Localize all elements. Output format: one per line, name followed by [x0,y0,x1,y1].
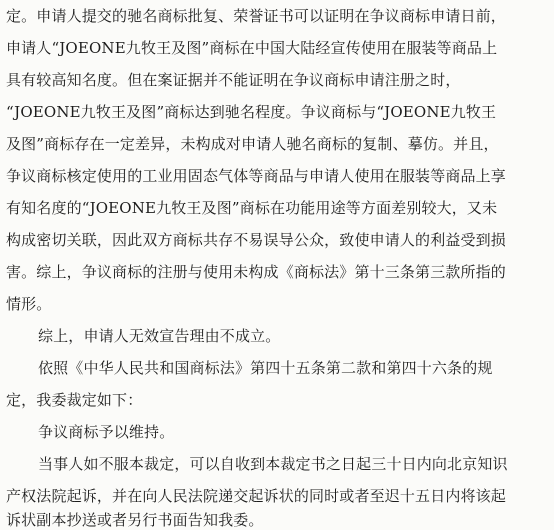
text-line: 具有较高知名度。但在案证据并不能证明在争议商标申请注册之时， [6,71,461,89]
text-line: 害。综上，争议商标的注册与使用未构成《商标法》第十三条第三款所指的 [6,263,506,281]
text-line: 产权法院起诉，并在向人民法院递交起诉状的同时或者至迟十五日内将该起 [6,487,506,505]
text-line: 综上，申请人无效宣告理由不成立。 [38,327,281,345]
text-line: 定，我委裁定如下： [6,391,143,409]
text-line: 有知名度的“JOEONE九牧王及图”商标在功能用途等方面差别较大，又未 [6,199,498,217]
text-line: 构成密切关联，因此双方商标共存不易误导公众，致使申请人的利益受到损 [6,231,506,249]
text-line: “JOEONE九牧王及图”商标达到驰名程度。争议商标与“JOEONE九牧王 [6,103,497,121]
text-line: 争议商标予以维持。 [38,423,175,441]
text-line: 情形。 [6,295,52,313]
text-line: 申请人“JOEONE九牧王及图”商标在中国大陆经宣传使用在服装等商品上 [6,39,498,57]
text-line: 诉状副本抄送或者另行书面告知我委。 [6,511,264,529]
text-line: 定。申请人提交的驰名商标批复、荣誉证书可以证明在争议商标申请日前， [6,7,506,25]
text-line: 及图”商标存在一定差异，未构成对申请人驰名商标的复制、摹仿。并且， [6,135,499,153]
text-line: 依照《中华人民共和国商标法》第四十五条第二款和第四十六条的规 [38,359,493,377]
text-line: 争议商标核定使用的工业用固态气体等商品与申请人使用在服装等商品上享 [6,167,506,185]
text-line: 当事人如不服本裁定，可以自收到本裁定书之日起三十日内向北京知识 [38,455,508,473]
